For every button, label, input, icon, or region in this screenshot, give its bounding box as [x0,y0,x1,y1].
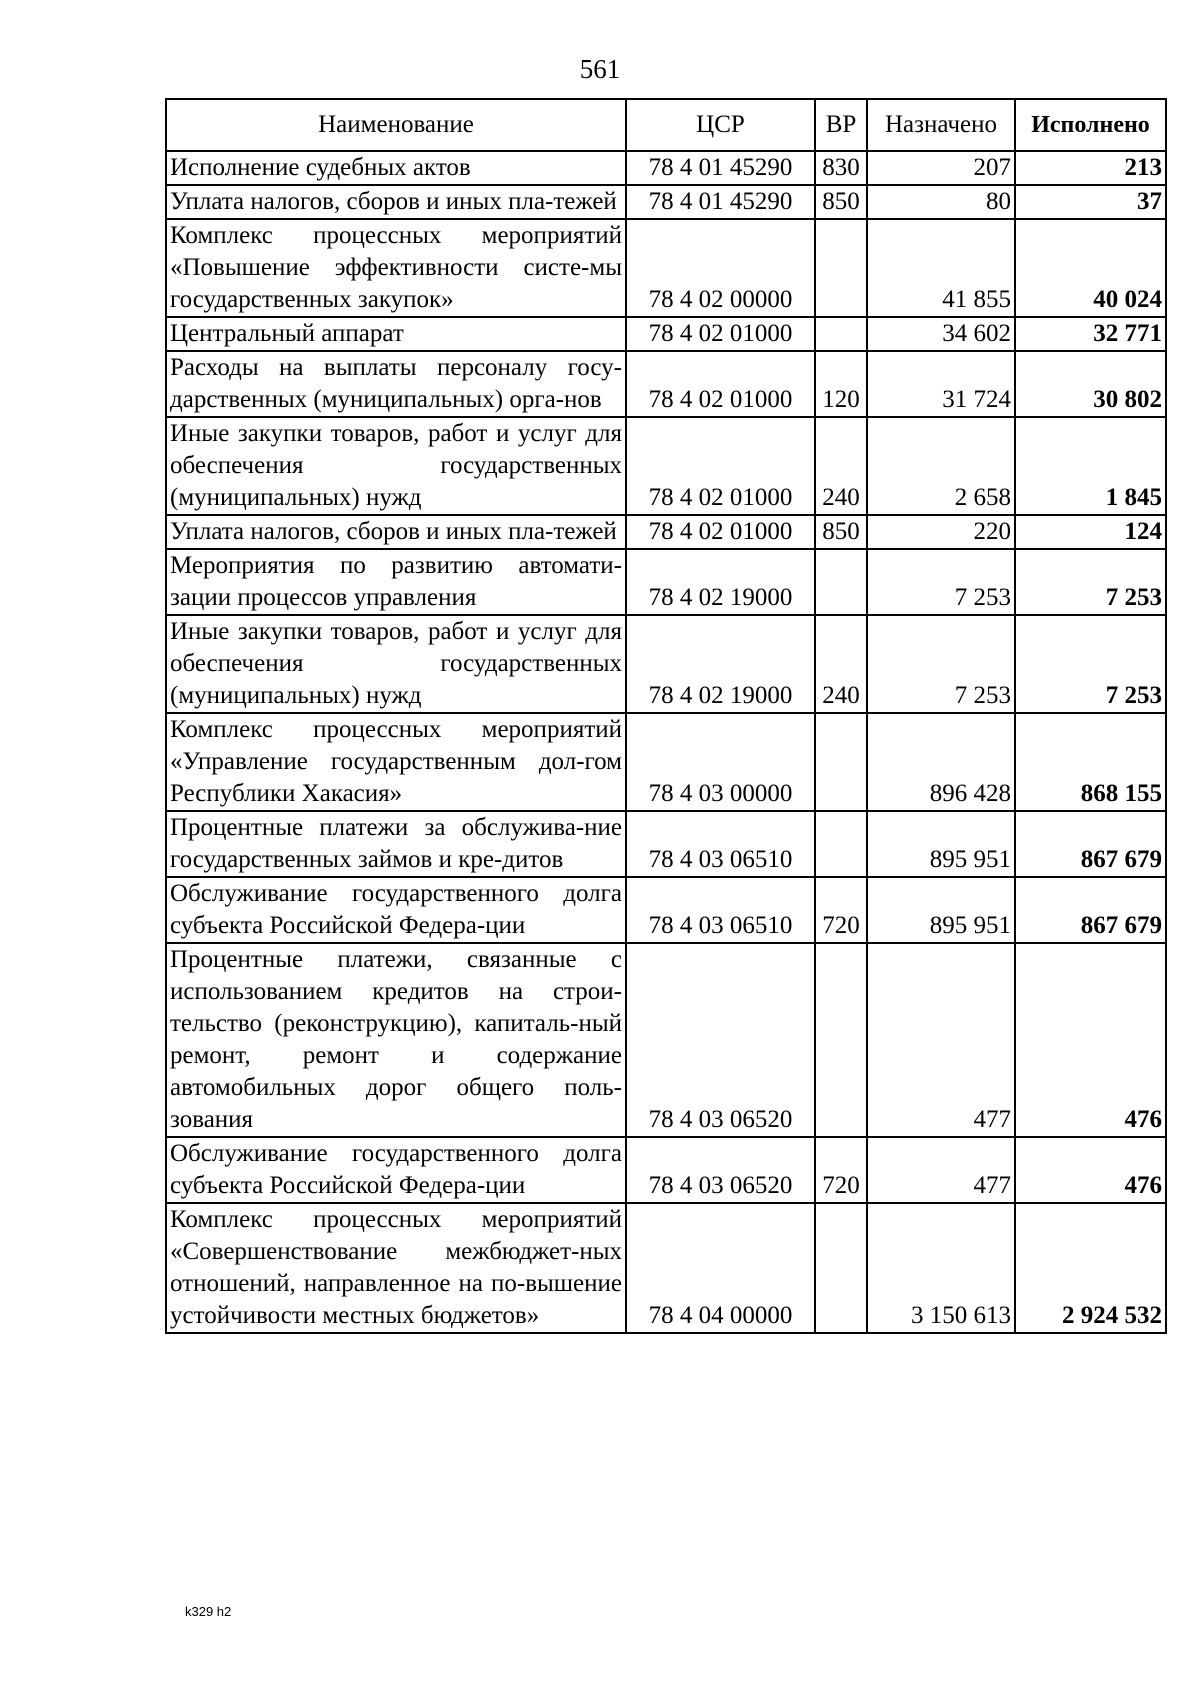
cell-name: Центральный аппарат [166,317,626,351]
cell-vr [815,219,867,317]
table-row [166,151,1166,185]
cell-csr: 78 4 03 06520 [626,943,815,1137]
cell-name: Процентные платежи за обслужива-ние государственных займов и кре-дитов [166,811,626,877]
cell-planned: 2 658 [867,417,1015,515]
cell-csr: 78 4 01 45290 [626,151,815,185]
table-row [166,317,1166,351]
cell-name: Расходы на выплаты персоналу госу-дарственных (муниципальных) орга-нов [166,351,626,417]
header-csr: ЦСР [626,99,815,151]
table-row [166,219,1166,317]
cell-vr: 120 [815,351,867,417]
cell-planned: 895 951 [867,811,1015,877]
cell-executed: 30 802 [1015,351,1166,417]
cell-csr: 78 4 03 00000 [626,713,815,811]
cell-planned: 3 150 613 [867,1203,1015,1333]
cell-csr: 78 4 03 06510 [626,877,815,943]
table-row [166,713,1166,811]
cell-vr [815,713,867,811]
cell-vr: 830 [815,151,867,185]
cell-executed: 867 679 [1015,811,1166,877]
cell-csr: 78 4 02 19000 [626,615,815,713]
table-row [166,1203,1166,1333]
cell-planned: 207 [867,151,1015,185]
table-row [166,811,1166,877]
cell-vr: 850 [815,185,867,219]
cell-csr: 78 4 03 06520 [626,1137,815,1203]
cell-vr: 720 [815,877,867,943]
cell-vr [815,811,867,877]
cell-csr: 78 4 03 06510 [626,811,815,877]
table-body [166,151,1166,1333]
table-row [166,417,1166,515]
cell-planned: 896 428 [867,713,1015,811]
cell-executed: 868 155 [1015,713,1166,811]
budget-execution-table [165,98,1167,1334]
table-row [166,1137,1166,1203]
cell-planned: 7 253 [867,615,1015,713]
cell-planned: 895 951 [867,877,1015,943]
cell-name: Комплекс процессных мероприятий «Совершенствование межбюджет-ных отношений, направленное на по-вышение устойчивости местных бюджетов» [166,1203,626,1333]
table-row [166,185,1166,219]
cell-name: Уплата налогов, сборов и иных пла-тежей [166,515,626,549]
cell-vr [815,317,867,351]
cell-name: Уплата налогов, сборов и иных пла-тежей [166,185,626,219]
cell-csr: 78 4 02 01000 [626,351,815,417]
cell-planned: 477 [867,1137,1015,1203]
cell-vr: 240 [815,615,867,713]
table-row [166,943,1166,1137]
cell-executed: 476 [1015,1137,1166,1203]
cell-planned: 477 [867,943,1015,1137]
cell-name: Иные закупки товаров, работ и услуг для обеспечения государственных (муниципальных) нужд [166,417,626,515]
table-row [166,615,1166,713]
cell-executed: 32 771 [1015,317,1166,351]
cell-csr: 78 4 04 00000 [626,1203,815,1333]
cell-executed: 476 [1015,943,1166,1137]
cell-csr: 78 4 01 45290 [626,185,815,219]
footer-code: k329 h2 [185,1604,232,1619]
cell-name: Комплекс процессных мероприятий «Управление государственным дол-гом Республики Хакасия» [166,713,626,811]
cell-csr: 78 4 02 01000 [626,317,815,351]
cell-name: Комплекс процессных мероприятий «Повышение эффективности систе-мы государственных закупок» [166,219,626,317]
table-row [166,351,1166,417]
header-vr: ВР [815,99,867,151]
cell-name: Мероприятия по развитию автомати-зации процессов управления [166,549,626,615]
cell-executed: 7 253 [1015,549,1166,615]
cell-csr: 78 4 02 19000 [626,549,815,615]
table-row [166,877,1166,943]
cell-name: Обслуживание государственного долга субъекта Российской Федера-ции [166,1137,626,1203]
cell-executed: 867 679 [1015,877,1166,943]
cell-vr: 850 [815,515,867,549]
cell-executed: 7 253 [1015,615,1166,713]
cell-planned: 31 724 [867,351,1015,417]
cell-vr: 720 [815,1137,867,1203]
cell-executed: 213 [1015,151,1166,185]
header-planned: Назначено [867,99,1015,151]
cell-executed: 40 024 [1015,219,1166,317]
cell-name: Процентные платежи, связанные с использованием кредитов на строи-тельство (реконструкцию), капиталь-ный ремонт, ремонт и содержание автомобильных дорог общего поль-зования [166,943,626,1137]
page-number: 561 [579,54,621,84]
cell-csr: 78 4 02 00000 [626,219,815,317]
cell-vr [815,1203,867,1333]
cell-csr: 78 4 02 01000 [626,417,815,515]
cell-planned: 7 253 [867,549,1015,615]
cell-name: Иные закупки товаров, работ и услуг для обеспечения государственных (муниципальных) нужд [166,615,626,713]
cell-vr: 240 [815,417,867,515]
cell-executed: 124 [1015,515,1166,549]
table-row [166,549,1166,615]
cell-planned: 80 [867,185,1015,219]
cell-executed: 37 [1015,185,1166,219]
cell-name: Обслуживание государственного долга субъекта Российской Федера-ции [166,877,626,943]
cell-planned: 34 602 [867,317,1015,351]
cell-planned: 220 [867,515,1015,549]
header-executed: Исполнено [1015,99,1166,151]
table-row [166,515,1166,549]
cell-name: Исполнение судебных актов [166,151,626,185]
cell-executed: 2 924 532 [1015,1203,1166,1333]
cell-vr [815,943,867,1137]
cell-planned: 41 855 [867,219,1015,317]
cell-csr: 78 4 02 01000 [626,515,815,549]
cell-executed: 1 845 [1015,417,1166,515]
header-name: Наименование [166,99,626,151]
table-header-row [166,99,1166,151]
cell-vr [815,549,867,615]
